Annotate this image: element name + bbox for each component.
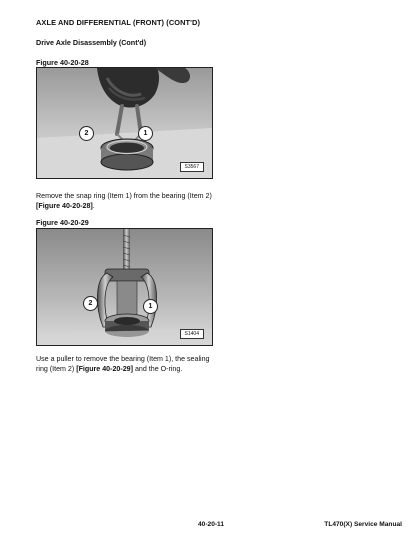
figure-reference-link[interactable]: [Figure 40-20-28] [36,201,93,210]
instruction-1-end: . [92,201,95,210]
page-number: 40-20-11 [198,521,225,528]
callout-item-2: 2 [83,296,98,311]
figure-reference-link[interactable]: [Figure 40-20-29] [76,364,133,373]
instruction-2-end: and the O-ring. [133,364,183,373]
image-code: S1404 [180,329,204,339]
figure-photo-1 [36,67,213,179]
callout-item-1: 1 [138,126,153,141]
section-title: AXLE AND DIFFERENTIAL (FRONT) (CONT'D) [36,18,201,27]
instruction-2-text: Use a puller to remove the bearing (Item 1), the sealing ring (Item 2) [36,355,210,373]
subsection-title: Drive Axle Disassembly (Cont'd) [36,38,147,47]
figure-label-1: Figure 40-20-28 [36,58,89,67]
callout-item-1: 1 [143,299,158,314]
instruction-1-text: Remove the snap ring (Item 1) from the bearing (Item 2) [36,192,212,200]
callout-item-2: 2 [79,126,94,141]
instruction-2 [36,355,214,374]
figure-photo-2 [36,228,213,346]
figure-label-2: Figure 40-20-29 [36,218,89,227]
manual-title: TL470(X) Service Manual [324,521,402,528]
image-code: S3567 [180,162,204,172]
instruction-1 [36,192,214,211]
puller-photo [37,229,212,345]
